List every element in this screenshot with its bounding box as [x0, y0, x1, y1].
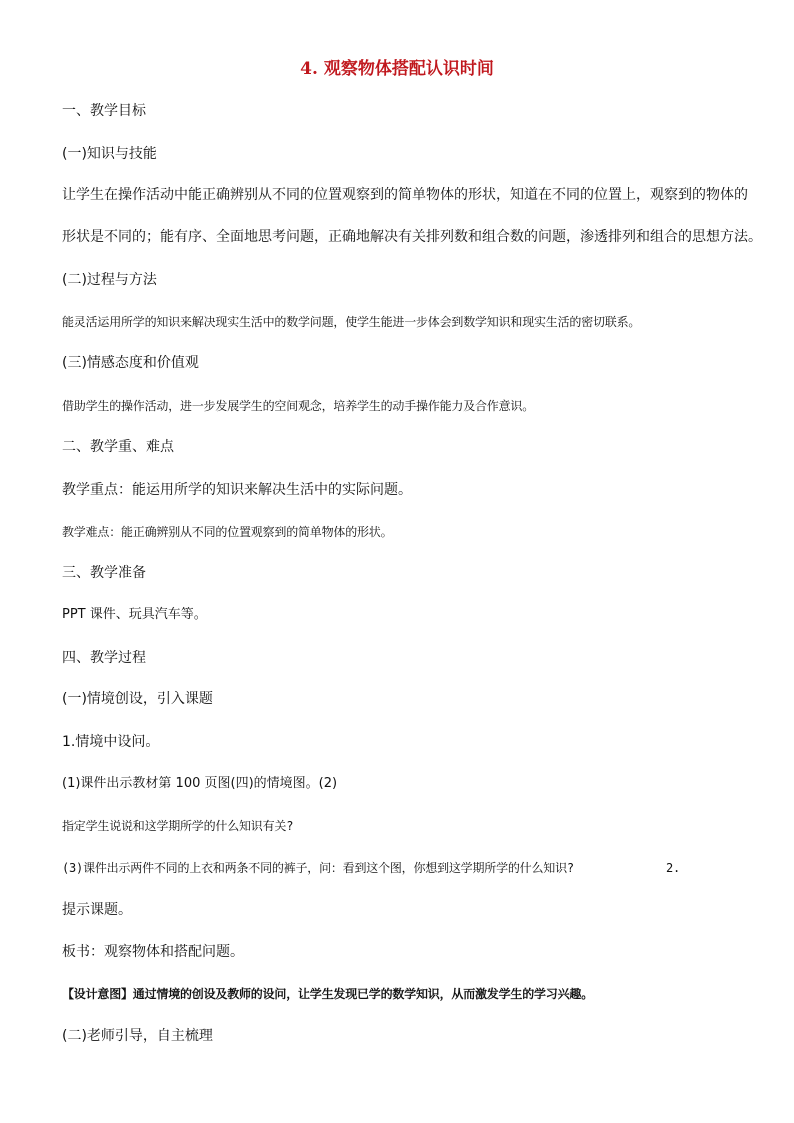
heading-key-difficult-points: 二、教学重、难点 [62, 439, 174, 455]
paragraph-process-method: 能灵活运用所学的知识来解决现实生活中的数学问题，使学生能进一步体会到数学知识和现实生活的密切联系。 [62, 315, 641, 329]
subheading-teacher-guidance: (二)老师引导，自主梳理 [62, 1028, 213, 1044]
paragraph-key-point: 教学重点：能运用所学的知识来解决生活中的实际问题。 [62, 482, 412, 498]
list-item-1-3: (3)课件出示两件不同的上衣和两条不同的裤子，问：看到这个图，你想到这学期所学的什么知识? [62, 861, 574, 875]
subheading-knowledge-skills: (一)知识与技能 [62, 146, 157, 162]
subheading-attitude-values: (三)情感态度和价值观 [62, 355, 199, 371]
paragraph-line-1: 让学生在操作活动中能正确辨别从不同的位置观察到的简单物体的形状，知道在不同的位置上，观察到的物体的 [62, 187, 748, 203]
paragraph-line-2: 形状是不同的；能有序、全面地思考问题，正确地解决有关排列数和组合数的问题，渗透排列和组合的思想方法。 [62, 229, 762, 245]
paragraph-blackboard: 板书：观察物体和搭配问题。 [62, 944, 244, 960]
paragraph-preparation: PPT 课件、玩具汽车等。 [62, 607, 207, 622]
heading-teaching-objectives: 一、教学目标 [62, 103, 146, 119]
heading-teaching-preparation: 三、教学准备 [62, 565, 146, 581]
list-item-2-number: 2. [666, 861, 681, 875]
document-title: 4. 观察物体搭配认识时间 [300, 59, 494, 79]
paragraph-difficult-point: 教学难点：能正确辨别从不同的位置观察到的简单物体的形状。 [62, 525, 393, 539]
list-item-1: 1.情境中设问。 [62, 734, 160, 750]
heading-teaching-process: 四、教学过程 [62, 650, 146, 666]
subheading-situation-creation: (一)情境创设，引入课题 [62, 691, 213, 707]
list-item-1-2: 指定学生说说和这学期所学的什么知识有关? [62, 819, 294, 833]
paragraph-attitude-values: 借助学生的操作活动，进一步发展学生的空间观念，培养学生的动手操作能力及合作意识。 [62, 399, 535, 413]
paragraph-design-intent: 【设计意图】通过情境的创设及教师的设问，让学生发现已学的数学知识，从而激发学生的学习兴趣。 [62, 987, 594, 1001]
list-item-1-1: (1)课件出示教材第 100 页图(四)的情境图。(2) [62, 776, 338, 791]
subheading-process-method: (二)过程与方法 [62, 272, 157, 288]
paragraph-prompt-topic: 提示课题。 [62, 902, 132, 918]
